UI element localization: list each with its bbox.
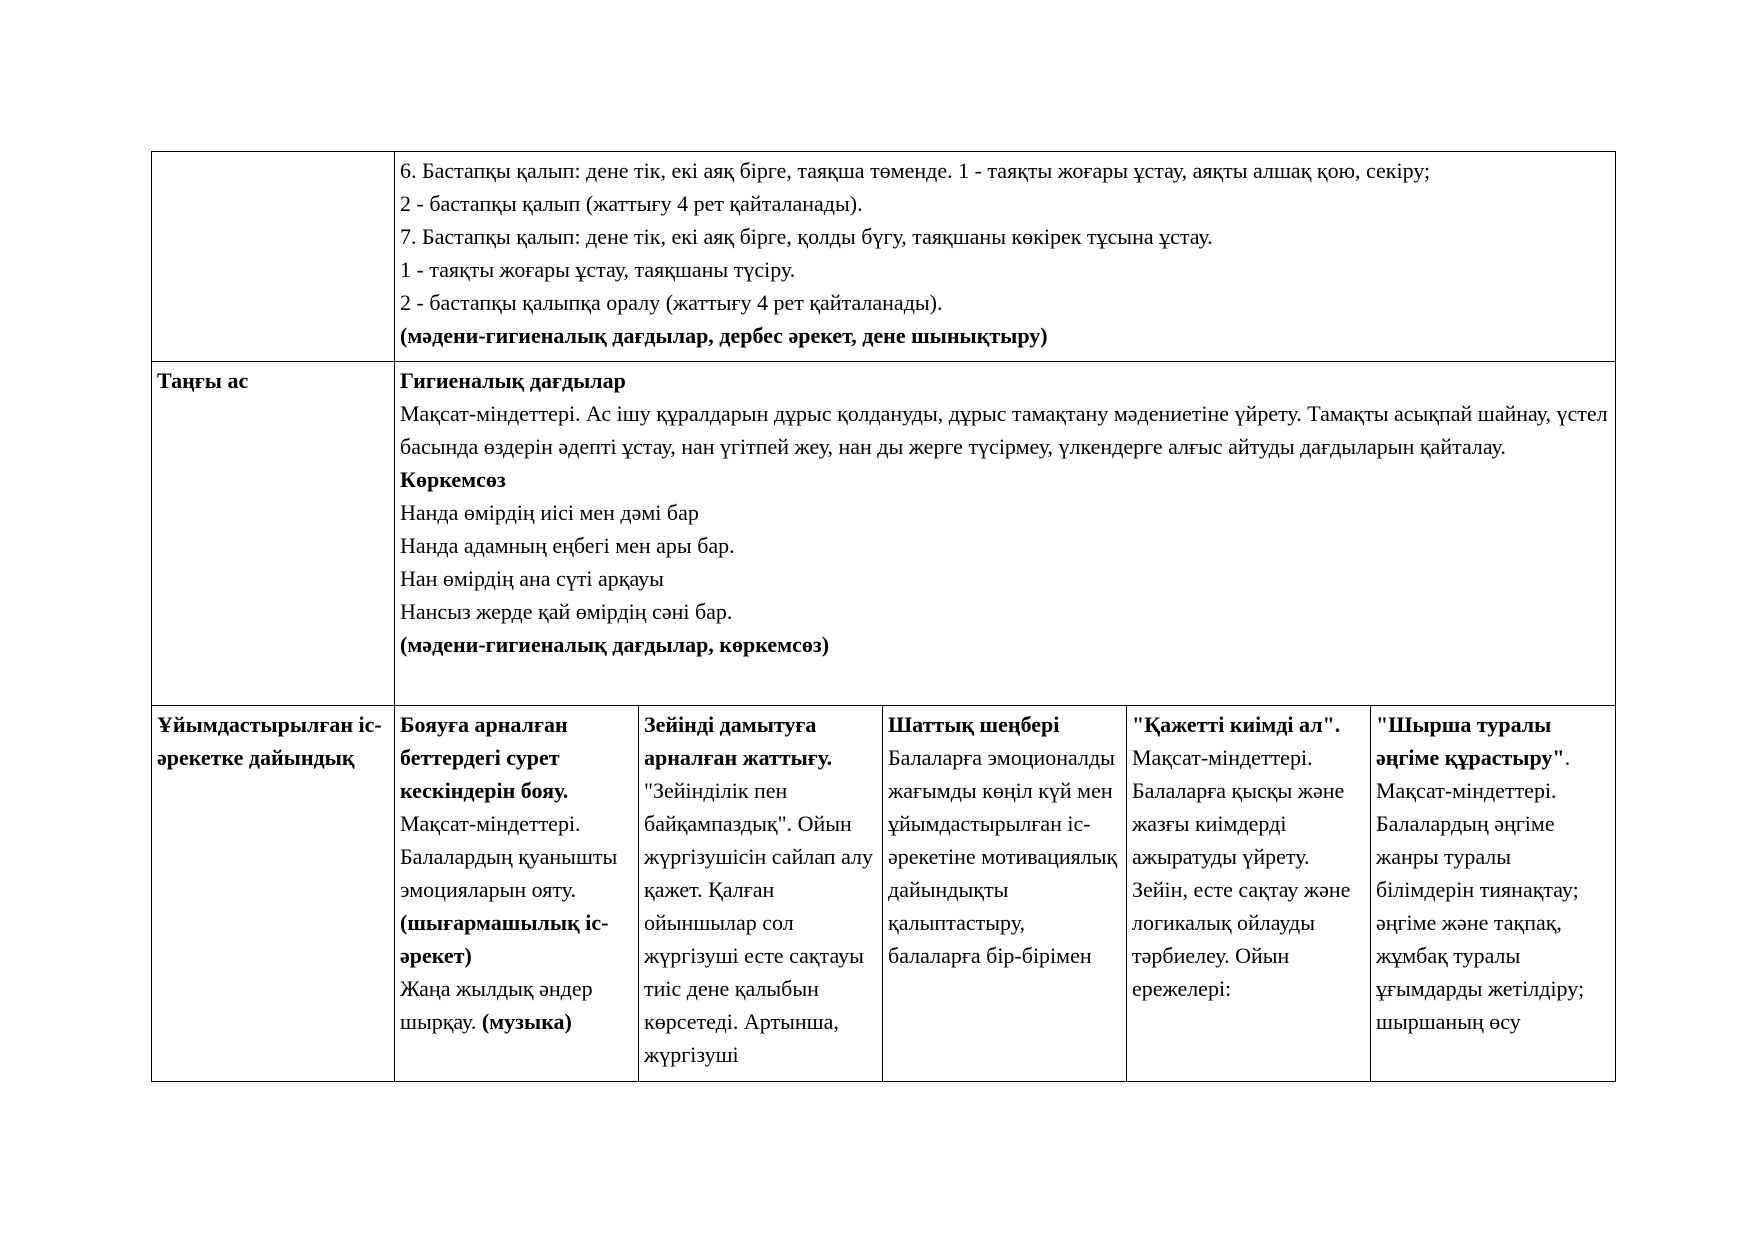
text-line: 2 - бастапқы қалып (жаттығу 4 рет қайталанады). [400,191,863,216]
activity-body: Мақсат-міндеттері. Балалардың қуанышты эмоцияларын ояту. [400,811,618,902]
text-line-bold: (мәдени-гигиеналық дағдылар, дербес әрекет, дене шынықтыру) [400,323,1048,348]
activity-title: Зейінді дамытуға арналған жаттығу. [644,712,833,770]
text-line-bold: (мәдени-гигиеналық дағдылар, көркемсөз) [400,632,830,657]
text-line: 2 - бастапқы қалыпқа оралу (жаттығу 4 рет қайталанады). [400,290,943,315]
activity-body: Мақсат-міндеттері. Балаларға қысқы және жазғы киімдерді ажыратуды үйрету. Зейін, есте сақтау және логикалық ойлауды тәрбиелеу. Ойын ережелері: [1132,745,1351,1001]
daily-plan-table [151,151,1616,1082]
section-heading: Гигиеналық дағдылар [400,368,626,393]
activity-tag: (шығармашылық іс-әрекет) [400,910,609,968]
row-label: Ұйымдастырылған іс-әрекетке дайындық [157,712,382,770]
activity-cell [883,706,1127,1082]
text-line: 7. Бастапқы қалып: дене тік, екі аяқ бірге, қолды бүгу, таяқшаны көкірек тұсына ұстау. [400,224,1213,249]
poem-line: Нансыз жерде қай өмірдің сәні бар. [400,599,733,624]
content-cell [395,362,1616,706]
activity-title: "Қажетті киімді ал". [1132,712,1341,737]
activity-cell [1371,706,1616,1082]
activity-cell [1127,706,1371,1082]
table-row [152,152,1616,362]
text-line: 6. Бастапқы қалып: дене тік, екі аяқ бірге, таяқша төменде. 1 - таяқты жоғары ұстау, аяқты алшақ қою, секіру; [400,158,1431,183]
activity-body: Мақсат-міндеттері. Балалардың әңгіме жанры туралы білімдерін тиянақтау; әңгіме және тақпақ, жұмбақ туралы ұғымдарды жетілдіру; шыршаның өсу [1376,778,1585,1034]
content-cell [395,152,1616,362]
activity-title: "Шырша туралы әңгіме құрастыру" [1376,712,1565,770]
activity-body: "Зейінділік пен байқампаздық". Ойын жүргізушісін сайлап алу қажет. Қалған ойыншылар сол жүргізуші есте сақтауы тиіс дене қалыбын көрсетеді. Артынша, жүргізуші [644,778,874,1067]
activity-extra: Жаңа жылдық әндер шырқау. [400,976,593,1034]
activity-cell [639,706,883,1082]
poem-line: Нан өмірдің ана сүті арқауы [400,566,664,591]
poem-line: Нанда адамның еңбегі мен ары бар. [400,533,735,558]
activity-title-suffix: . [1564,745,1571,770]
row-label-cell [152,362,395,706]
row-label-cell [152,152,395,362]
row-label-cell [152,706,395,1082]
activity-extra-tag: (музыка) [481,1009,572,1034]
table-row [152,362,1616,706]
activity-title: Бояуға арналған беттердегі сурет кескіндерін бояу. [400,712,569,803]
text-paragraph: Мақсат-міндеттері. Ас ішу құралдарын дұрыс қолдануды, дұрыс тамақтану мәдениетіне үйрету. Тамақты асықпай шайнау, үстел басында өздерін әдепті ұстау, нан үгітпей жеу, нан ды жерге түсірмеу, үлкендерге алғыс айтуды дағдыларын қайталау. [400,401,1608,459]
text-line: 1 - таяқты жоғары ұстау, таяқшаны түсіру. [400,257,796,282]
section-heading: Көркемсөз [400,467,506,492]
activity-body: Балаларға эмоционалды жағымды көңіл күй мен ұйымдастырылған іс-әрекетіне мотивациялық дайындықты қалыптастыру, балаларға бір-бірімен [888,745,1118,968]
activity-title: Шаттық шеңбері [888,712,1060,737]
poem-line: Нанда өмірдің иісі мен дәмі бар [400,500,699,525]
row-label: Таңғы ас [157,368,249,393]
table-row [152,706,1616,1082]
activity-cell [395,706,639,1082]
